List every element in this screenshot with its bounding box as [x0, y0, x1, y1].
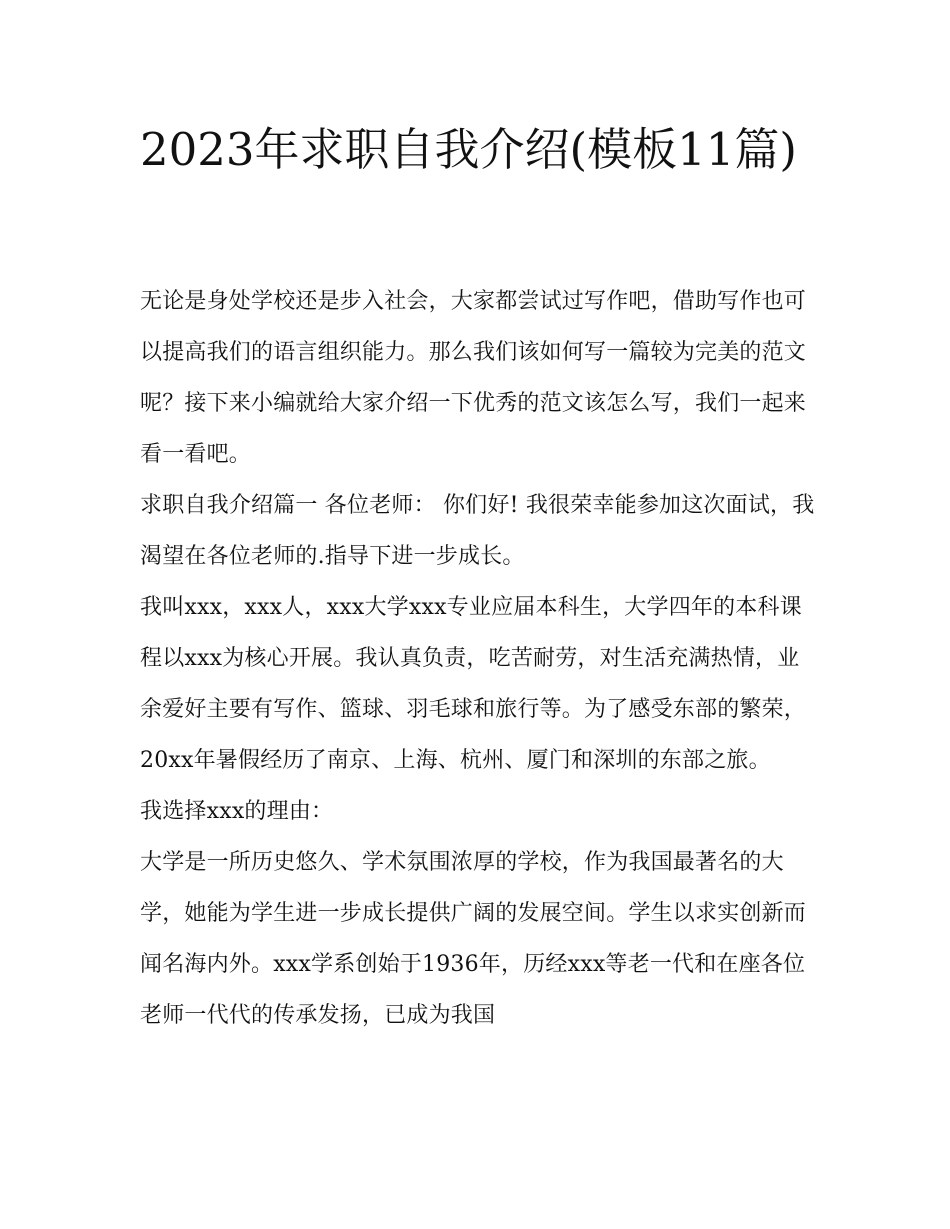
paragraph-reason-heading: 我选择xxx的理由： [140, 799, 334, 824]
paragraph-greeting: 求职自我介绍篇一 各位老师： 你们好! 我很荣幸能参加这次面试，我渴望在各位老师的.指导下进一步成长。 [140, 493, 815, 569]
document-body [140, 276, 820, 1041]
paragraph-self-intro: 我叫xxx，xxx人，xxx大学xxx专业应届本科生，大学四年的本科课程以xxx为核心开展。我认真负责，吃苦耐劳，对生活充满热情，业余爱好主要有写作、篮球、羽毛球和旅行等。为了感受东部的繁荣，20xx年暑假经历了南京、上海、杭州、厦门和深圳的东部之旅。 [140, 595, 807, 773]
paragraph-university: 大学是一所历史悠久、学术氛围浓厚的学校，作为我国最著名的大学，她能为学生进一步成长提供广阔的发展空间。学生以求实创新而闻名海内外。xxx学系创始于1936年，历经xxx等老一代和在座各位老师一代代的传承发扬，已成为我国 [140, 850, 807, 1028]
paragraph-intro: 无论是身处学校还是步入社会，大家都尝试过写作吧，借助写作也可以提高我们的语言组织能力。那么我们该如何写一篇较为完美的范文呢？接下来小编就给大家介绍一下优秀的范文该怎么写，我们一起来看一看吧。 [140, 289, 807, 467]
document-title: 2023年求职自我介绍(模板11篇) [140, 123, 797, 176]
